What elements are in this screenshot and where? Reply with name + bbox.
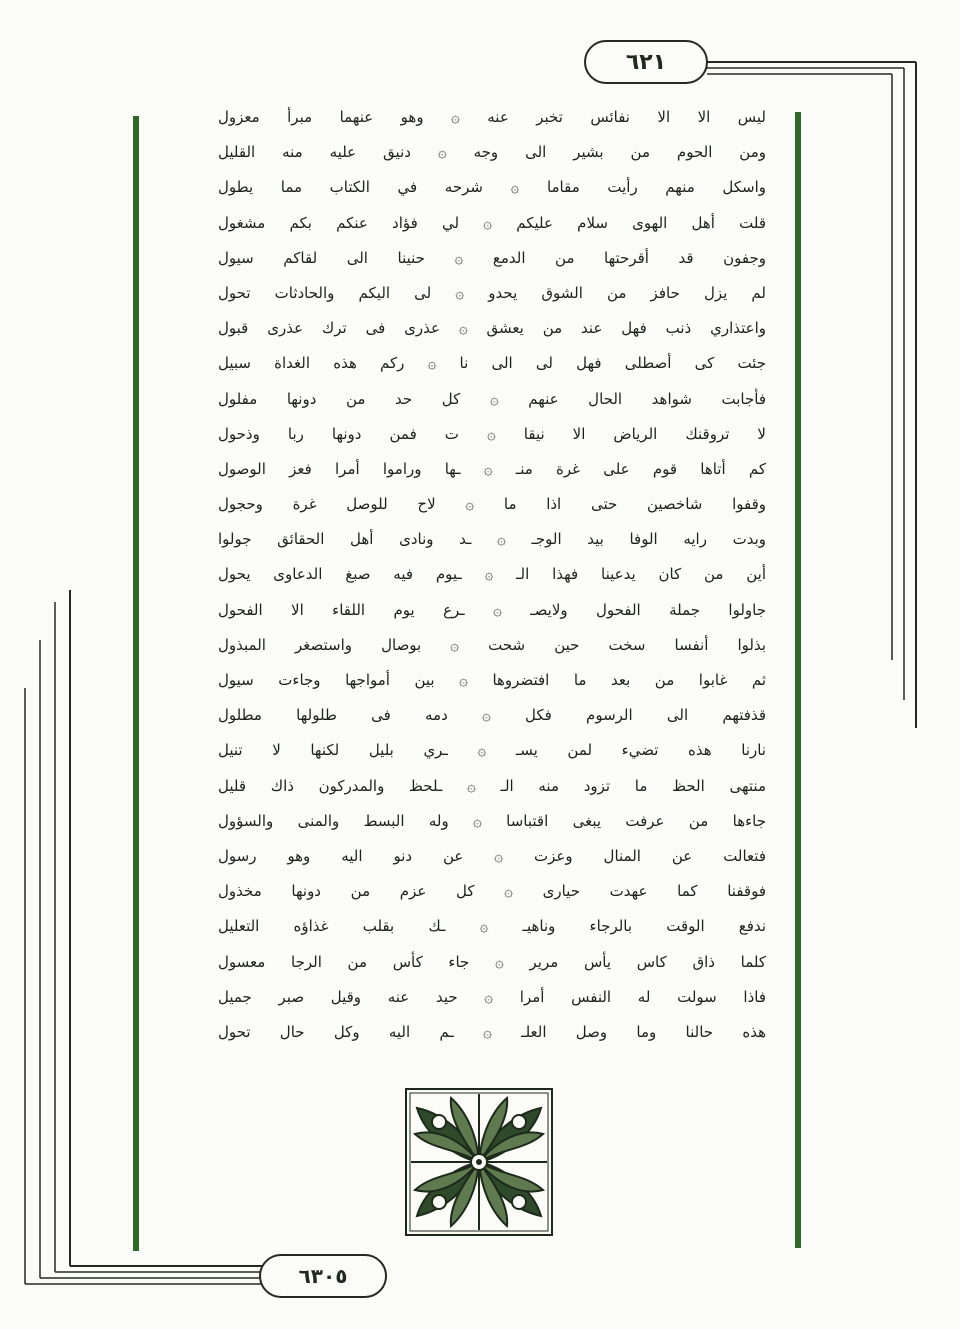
verse-line: منتهى الحظ ما تزود منه الـ ۞ ـلحظ والمدركون ذاك قليل (218, 776, 766, 795)
left-green-bar (133, 116, 139, 1251)
verse-line: فوقفنا كما عهدت حيارى ۞ كل عزم من دونها مخذول (218, 882, 766, 901)
verse-line: وجفون قد أقرحتها من الدمع ۞ حنينا الى لقاكم سيول (218, 248, 766, 267)
verse-line: جاءها من عرفت يبغى اقتباسا ۞ وله البسط والمنى والسؤول (218, 811, 766, 830)
verse-line: لا تروقنك الرياض الا نيقا ۞ ت فمن دونها ربا وذحول (218, 424, 766, 443)
verse-line: جئت كى أصطلى فهل لى الى نا ۞ ركم هذه الغداة سبيل (218, 354, 766, 373)
poem-body (218, 100, 766, 1050)
verse-line: وبدت رايه الوفا بيد الوجـ ۞ ـد ونادى أهل الحقائق جولوا (218, 530, 766, 549)
verse-line: واسكل منهم رأيت مقاما ۞ شرحه في الكتاب مما يطول (218, 178, 766, 197)
verse-line: فتعالت عن المنال وعزت ۞ عن دنو اليه وهو رسول (218, 846, 766, 865)
verse-line: لم يزل حافز من الشوق يحدو ۞ لى اليكم والحادثات تحول (218, 283, 766, 302)
bottom-page-number: ٦٣٠٥ (298, 1264, 348, 1288)
verse-line: قذفتهم الى الرسوم فكل ۞ دمه فى طلولها مطلول (218, 706, 766, 725)
verse-line: ندفع الوقت بالرجاء وناهيـ ۞ ـك بقلب غذاؤه التعليل (218, 917, 766, 936)
verse-line: ثم غابوا من بعد ما افتضروها ۞ بين أمواجها وجاءت سيول (218, 671, 766, 689)
verse-line: جاولوا جملة الفحول ولايصـ ۞ ـرع يوم اللقاء الا الفحول (218, 600, 766, 619)
verse-line: نارنا هذه تضيء لمن يسـ ۞ ـري بليل لكنها لا تنيل (218, 741, 766, 760)
verse-line: ومن الحوم من بشير الى وجه ۞ دنيق عليه منه القليل (218, 143, 766, 162)
verse-line: قلت أهل الهوى سلام عليكم ۞ لي فؤاد عنكم بكم مشغول (218, 213, 766, 232)
floral-ornament (405, 1088, 553, 1236)
verse-line: كم أتاها قوم على غرة منـ ۞ ـها وراموا أمرا فعز الوصول (218, 459, 766, 478)
verse-line: أين من كان يدعينا فهذا الـ ۞ ـيوم فيه صبغ الدعاوى يحول (218, 565, 766, 584)
verse-line: فاذا سولت له النفس أمرا ۞ حيد عنه وقيل صبر جميل (218, 987, 766, 1006)
verse-line: فأجابت شواهد الحال عنهم ۞ كل حد من دونها مفلول (218, 389, 766, 408)
verse-line: بذلوا أنفسا سخت حين شحت ۞ بوصال واستصغر المبذول (218, 635, 766, 654)
verse-line: كلما ذاق كاس يأس مرير ۞ جاء كأس من الرجا معسول (218, 952, 766, 971)
verse-line: هذه حالنا وما وصل العلـ ۞ ـم اليه وكل حال تحول (218, 1022, 766, 1041)
verse-line: ليس الا الا نفائس تخبر عنه ۞ وهو عنهما مبرأ معزول (218, 108, 766, 126)
top-page-number: ٦٢١ (625, 49, 667, 75)
verse-line: وقفوا شاخصين حتى اذا ما ۞ لاح للوصل غرة وحجول (218, 495, 766, 514)
right-green-bar (795, 112, 801, 1248)
verse-line: واعتذاري ذنب فهل عند من يعشق ۞ عذرى فى ترك عذرى قبول (218, 319, 766, 338)
